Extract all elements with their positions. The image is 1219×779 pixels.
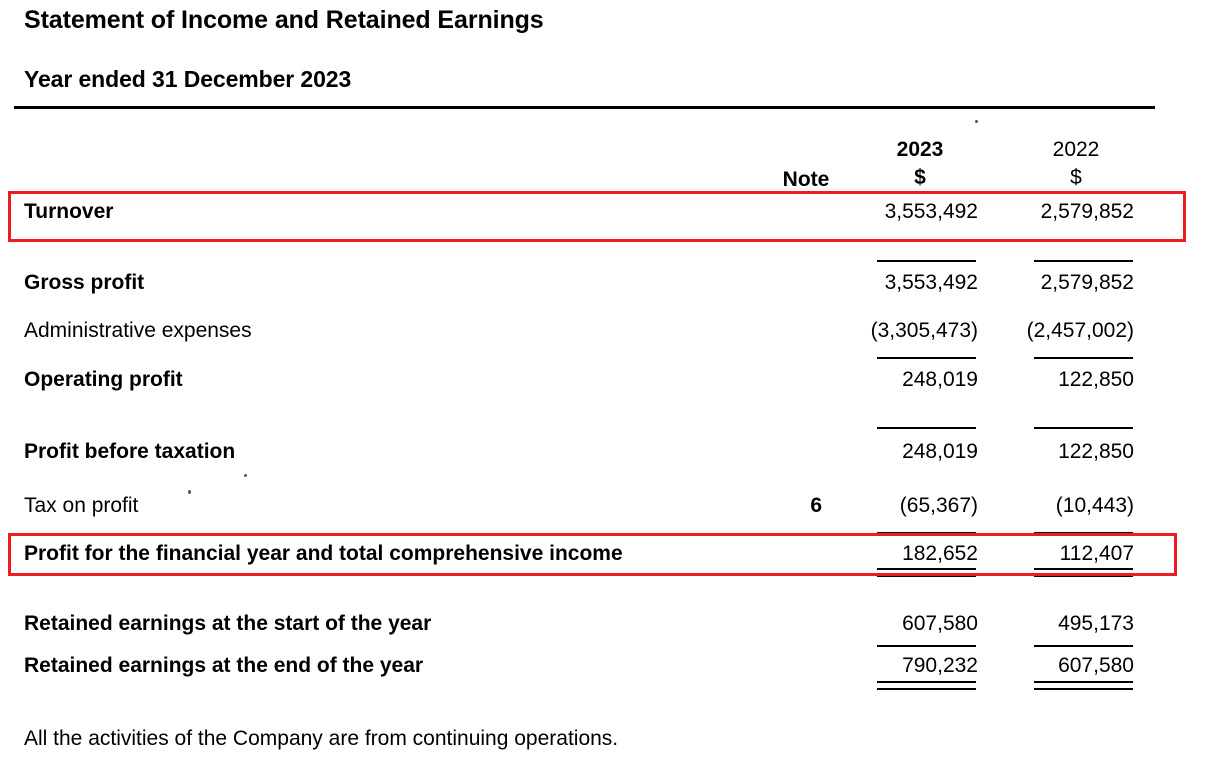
row-amount-2022: 2,579,852 [1040, 271, 1134, 294]
row-label: Tax on profit [24, 494, 139, 517]
table-row [0, 316, 1219, 346]
subtotal-rule-2022 [1034, 260, 1133, 262]
row-amount-2023: 3,553,492 [884, 200, 978, 223]
column-header-currency-2023: $ [914, 166, 926, 189]
row-amount-2023: 3,553,492 [884, 271, 978, 294]
header-divider [14, 106, 1155, 109]
row-label: Retained earnings at the start of the year [24, 612, 432, 635]
row-amount-2023: 790,232 [902, 654, 978, 677]
table-row [0, 437, 1219, 467]
row-label: Profit for the financial year and total comprehensive income [24, 542, 623, 565]
table-row [0, 268, 1219, 298]
column-header-year-2022: 2022 [1052, 138, 1100, 161]
total-double-rule-2022 [1034, 568, 1133, 577]
table-row [0, 491, 1219, 521]
row-amount-2023: (65,367) [899, 494, 978, 517]
scan-artifact [975, 120, 978, 123]
row-amount-2023: 248,019 [902, 368, 978, 391]
subtotal-rule-2023 [877, 260, 976, 262]
subtotal-rule-2023 [877, 532, 976, 534]
table-row [0, 651, 1219, 681]
column-header-year-2023: 2023 [896, 138, 944, 161]
row-note: 6 [810, 494, 822, 517]
row-amount-2022: 122,850 [1058, 440, 1134, 463]
subtotal-rule-2022 [1034, 427, 1133, 429]
subtotal-rule-2023 [877, 645, 976, 647]
row-label: Operating profit [24, 368, 183, 391]
row-amount-2023: 248,019 [902, 440, 978, 463]
row-amount-2022: 495,173 [1058, 612, 1134, 635]
row-amount-2022: 122,850 [1058, 368, 1134, 391]
page-subtitle: Year ended 31 December 2023 [24, 66, 352, 92]
page-title: Statement of Income and Retained Earnings [24, 6, 544, 34]
table-row [0, 197, 1219, 227]
row-label: Administrative expenses [24, 319, 252, 342]
subtotal-rule-2023 [877, 427, 976, 429]
row-amount-2022: 607,580 [1058, 654, 1134, 677]
subtotal-rule-2022 [1034, 357, 1133, 359]
row-label: Retained earnings at the end of the year [24, 654, 424, 677]
table-row [0, 539, 1219, 569]
row-amount-2022: 2,579,852 [1040, 200, 1134, 223]
scan-artifact [188, 490, 191, 494]
column-header-note: Note [782, 168, 830, 191]
scan-artifact [244, 474, 247, 477]
row-amount-2022: (2,457,002) [1026, 319, 1134, 342]
table-row [0, 609, 1219, 639]
row-label: Gross profit [24, 271, 145, 294]
table-row [0, 365, 1219, 395]
total-double-rule-2023 [877, 568, 976, 577]
footnote-text: All the activities of the Company are from continuing operations. [24, 727, 619, 750]
total-double-rule-2023 [877, 681, 976, 690]
subtotal-rule-2023 [877, 357, 976, 359]
column-header-currency-2022: $ [1070, 166, 1082, 189]
row-amount-2023: (3,305,473) [870, 319, 978, 342]
subtotal-rule-2022 [1034, 645, 1133, 647]
row-amount-2022: 112,407 [1059, 542, 1134, 565]
subtotal-rule-2022 [1034, 532, 1133, 534]
row-amount-2022: (10,443) [1055, 494, 1134, 517]
row-amount-2023: 182,652 [902, 542, 978, 565]
row-amount-2023: 607,580 [902, 612, 978, 635]
row-label: Profit before taxation [24, 440, 236, 463]
row-label: Turnover [24, 200, 114, 223]
total-double-rule-2022 [1034, 681, 1133, 690]
